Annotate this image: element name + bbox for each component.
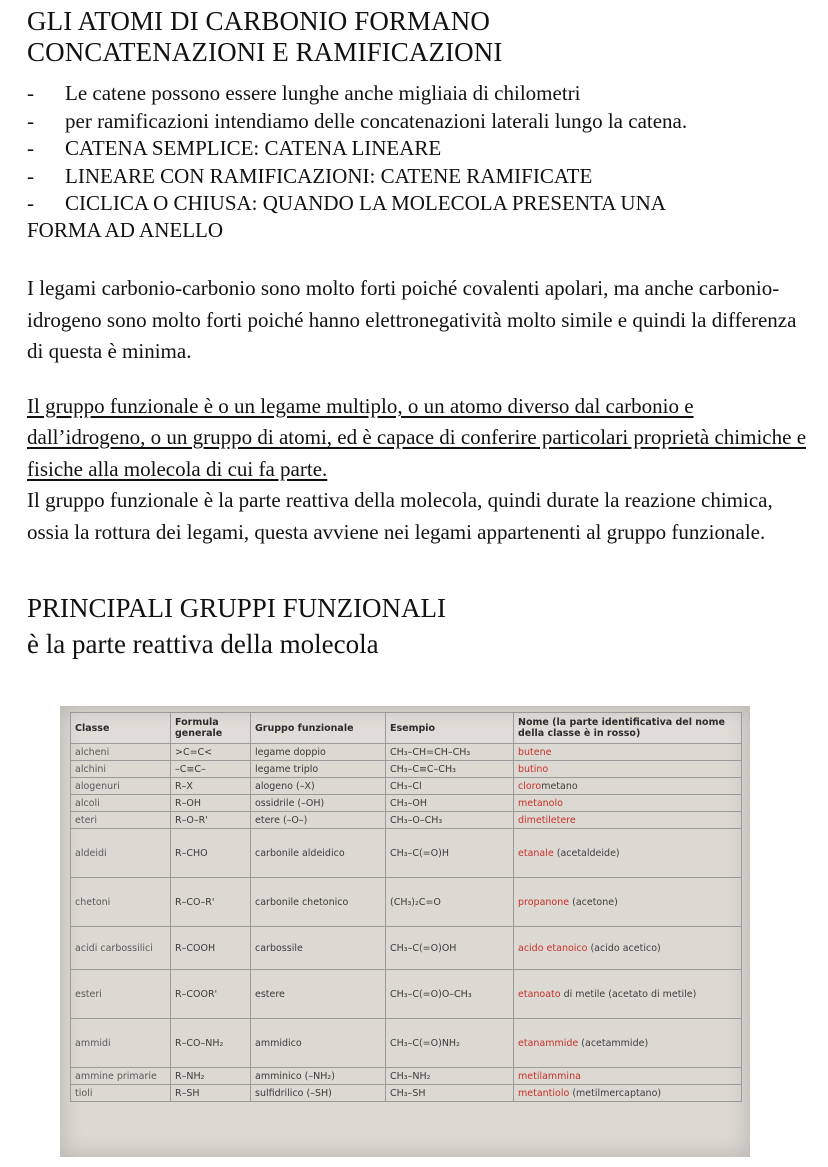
cell-nome [514, 1019, 742, 1068]
cell-gruppo: carbonile chetonico [251, 878, 386, 927]
cell-gruppo: ossidrile (–OH) [251, 795, 386, 812]
cell-gruppo: carbonile aldeidico [251, 829, 386, 878]
cell-nome [514, 927, 742, 970]
cell-classe: chetoni [71, 878, 171, 927]
cell-classe: acidi carbossilici [71, 927, 171, 970]
table-row [71, 812, 742, 829]
cell-nome [514, 1068, 742, 1085]
nome-identificativo: etanoato [518, 988, 561, 1000]
nome-identificativo: metilammina [518, 1070, 581, 1082]
header-formula: Formula generale [171, 713, 251, 744]
header-classe: Classe [71, 713, 171, 744]
functional-groups-table [70, 712, 742, 1102]
cell-gruppo: alogeno (–X) [251, 778, 386, 795]
cell-classe: tioli [71, 1085, 171, 1102]
cell-nome [514, 795, 742, 812]
cell-formula: R–CO–NH₂ [171, 1019, 251, 1068]
paragraph-legami: I legami carbonio-carbonio sono molto forti poiché covalenti apolari, ma anche carbonio-idrogeno sono molto forti poiché hanno elettronegatività molto simile e quindi la differenza di questa è minima. [27, 276, 797, 363]
nome-identificativo: metanolo [518, 797, 563, 809]
cell-formula: R–SH [171, 1085, 251, 1102]
nome-resto: (acido acetico) [587, 942, 661, 954]
cell-esempio: CH₃–C(=O)OH [386, 927, 514, 970]
cell-nome [514, 878, 742, 927]
table-row [71, 927, 742, 970]
table-header-row [71, 713, 742, 744]
cell-nome [514, 761, 742, 778]
cell-formula: R–OH [171, 795, 251, 812]
functional-groups-table-photo [60, 706, 750, 1157]
table-row [71, 744, 742, 761]
heading-line-2: CONCATENAZIONI E RAMIFICAZIONI [27, 37, 503, 67]
nome-identificativo: etanale [518, 847, 554, 859]
cell-nome [514, 1085, 742, 1102]
cell-formula: R–NH₂ [171, 1068, 251, 1085]
nome-identificativo: propanone [518, 896, 570, 908]
table-row [71, 1019, 742, 1068]
cell-formula: R–CO–R' [171, 878, 251, 927]
nome-identificativo: butene [518, 746, 552, 758]
cell-formula: R–COOH [171, 927, 251, 970]
cell-classe: ammidi [71, 1019, 171, 1068]
nome-identificativo: acido etanoico [518, 942, 588, 954]
document-heading [27, 6, 817, 68]
nome-identificativo: metantiolo [518, 1087, 570, 1099]
cell-esempio: (CH₃)₂C=O [386, 878, 514, 927]
nome-resto: (acetaldeide) [553, 847, 620, 859]
cell-classe: aldeidi [71, 829, 171, 878]
cell-gruppo: carbossile [251, 927, 386, 970]
cell-classe: esteri [71, 970, 171, 1019]
header-gruppo: Gruppo funzionale [251, 713, 386, 744]
cell-esempio: CH₃–C(=O)O–CH₃ [386, 970, 514, 1019]
header-esempio: Esempio [386, 713, 514, 744]
cell-gruppo: sulfidrilico (–SH) [251, 1085, 386, 1102]
cell-formula: R–CHO [171, 829, 251, 878]
cell-classe: alcoli [71, 795, 171, 812]
nome-resto: (metilmercaptano) [569, 1087, 662, 1099]
cell-esempio: CH₃–O–CH₃ [386, 812, 514, 829]
cell-formula: R–O–R' [171, 812, 251, 829]
cell-esempio: CH₃–C(=O)NH₂ [386, 1019, 514, 1068]
cell-nome [514, 778, 742, 795]
list-item-continuation: FORMA AD ANELLO [27, 217, 224, 242]
nome-identificativo: butino [518, 763, 549, 775]
cell-classe: alogenuri [71, 778, 171, 795]
list-item: - Le catene possono essere lunghe anche migliaia di chilometri [27, 81, 581, 105]
table-body [71, 744, 742, 1102]
cell-nome [514, 744, 742, 761]
cell-classe: alchini [71, 761, 171, 778]
cell-gruppo: amminico (–NH₂) [251, 1068, 386, 1085]
cell-gruppo: etere (–O–) [251, 812, 386, 829]
table-row [71, 1085, 742, 1102]
table-row [71, 970, 742, 1019]
paragraph-gruppo-funzionale-definizione: Il gruppo funzionale è o un legame multiplo, o un atomo diverso dal carbonio e dall’idrogeno, o un gruppo di atomi, ed è capace di conferire particolari proprietà chimiche e fisiche alla molecola di cui fa parte. [27, 393, 807, 481]
table-row [71, 761, 742, 778]
cell-nome [514, 829, 742, 878]
cell-formula: R–COOR' [171, 970, 251, 1019]
nome-resto: (acetone) [569, 896, 618, 908]
cell-esempio: CH₃–C(=O)H [386, 829, 514, 878]
nome-identificativo: dimetiletere [518, 814, 576, 826]
table-row [71, 878, 742, 927]
nome-resto: metano [541, 780, 578, 792]
list-item: - CATENA SEMPLICE: CATENA LINEARE [27, 136, 442, 160]
nome-resto: (acetammide) [578, 1037, 649, 1049]
nome-identificativo: etanammide [518, 1037, 579, 1049]
table-row [71, 795, 742, 812]
list-item: - per ramificazioni intendiamo delle concatenazioni laterali lungo la catena. [27, 108, 688, 133]
cell-esempio: CH₃–NH₂ [386, 1068, 514, 1085]
nome-resto: di metile (acetato di metile) [560, 988, 697, 1000]
section-subtitle: è la parte reattiva della molecola [27, 629, 379, 659]
cell-gruppo: estere [251, 970, 386, 1019]
cell-esempio: CH₃–OH [386, 795, 514, 812]
heading-line-1: GLI ATOMI DI CARBONIO FORMANO [27, 6, 490, 36]
cell-esempio: CH₃–C≡C–CH₃ [386, 761, 514, 778]
table-row [71, 1068, 742, 1085]
cell-esempio: CH₃–CH=CH–CH₃ [386, 744, 514, 761]
cell-nome [514, 970, 742, 1019]
list-item: - CICLICA O CHIUSA: QUANDO LA MOLECOLA PRESENTA UNA [27, 191, 666, 215]
cell-classe: ammine primarie [71, 1068, 171, 1085]
cell-esempio: CH₃–Cl [386, 778, 514, 795]
cell-gruppo: legame triplo [251, 761, 386, 778]
paragraph-gruppo-funzionale-reattivo: Il gruppo funzionale è la parte reattiva della molecola, quindi durate la reazione chimica, ossia la rottura dei legami, questa avviene nei legami appartenenti al gruppo funzionale. [27, 488, 773, 544]
cell-gruppo: legame doppio [251, 744, 386, 761]
cell-formula: R–X [171, 778, 251, 795]
cell-formula: >C=C< [171, 744, 251, 761]
list-item: - LINEARE CON RAMIFICAZIONI: CATENE RAMIFICATE [27, 163, 593, 188]
table-row [71, 778, 742, 795]
cell-esempio: CH₃–SH [386, 1085, 514, 1102]
header-nome: Nome (la parte identificativa del nome della classe è in rosso) [514, 713, 742, 744]
nome-identificativo: cloro [518, 780, 542, 792]
cell-gruppo: ammidico [251, 1019, 386, 1068]
cell-classe: alcheni [71, 744, 171, 761]
document-page [27, 0, 817, 662]
cell-nome [514, 812, 742, 829]
table-row [71, 829, 742, 878]
cell-formula: –C≡C– [171, 761, 251, 778]
cell-classe: eteri [71, 812, 171, 829]
bullet-list [27, 80, 817, 244]
section-title: PRINCIPALI GRUPPI FUNZIONALI [27, 593, 447, 623]
